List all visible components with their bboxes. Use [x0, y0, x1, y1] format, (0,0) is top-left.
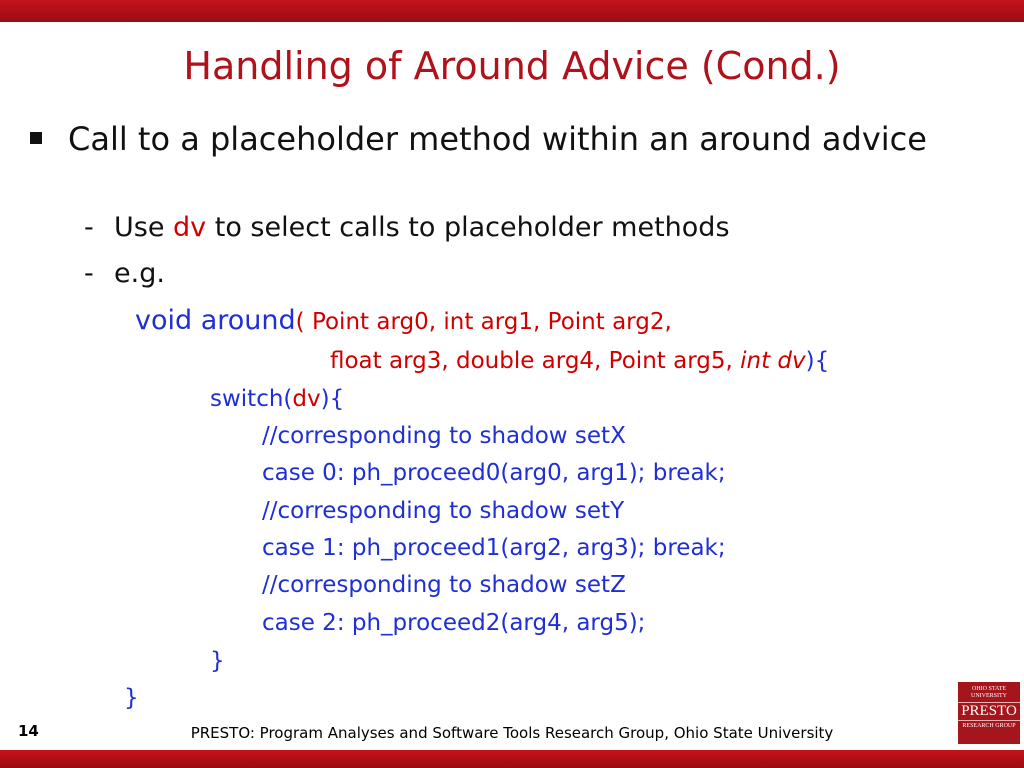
code-case-2: case 2: ph_proceed2(arg4, arg5); [262, 610, 646, 636]
sub-bullet-text [114, 212, 730, 243]
sub-bullet-text: e.g. [114, 258, 165, 289]
code-int: int [740, 348, 771, 374]
code-args-1: ( Point arg0, int arg1, Point arg2, [295, 309, 672, 335]
logo-bottom-text: RESEARCH GROUP [962, 723, 1016, 729]
code-void-around: void around [135, 305, 296, 336]
code-paren-brace: ){ [805, 348, 830, 374]
code-comment-setz: //corresponding to shadow setZ [262, 572, 626, 598]
code-switch-close: ){ [320, 386, 345, 412]
code-switch-end: } [210, 648, 225, 674]
code-comment-sety: //corresponding to shadow setY [262, 498, 625, 524]
code-case-1: case 1: ph_proceed1(arg2, arg3); break; [262, 535, 726, 561]
dv-highlight: dv [173, 212, 207, 243]
code-case-0: case 0: ph_proceed0(arg0, arg1); break; [262, 460, 726, 486]
page-number: 14 [18, 722, 39, 740]
code-advice-end: } [124, 685, 139, 711]
dash-marker: - [84, 212, 94, 243]
code-line-around [135, 305, 672, 336]
sub-text-after: to select calls to placeholder methods [206, 212, 730, 243]
footer-text: PRESTO: Program Analyses and Software Tools Research Group, Ohio State University [190, 724, 834, 742]
presto-logo [958, 682, 1020, 744]
code-line-switch [210, 386, 344, 412]
code-comment-setx: //corresponding to shadow setX [262, 423, 626, 449]
sub-text-before: Use [114, 212, 174, 243]
code-switch: switch( [210, 386, 293, 412]
top-banner [0, 0, 1024, 22]
code-switch-dv: dv [292, 386, 321, 412]
slide-title: Handling of Around Advice (Cond.) [183, 44, 841, 88]
logo-name: PRESTO [958, 702, 1020, 721]
code-line-args [330, 348, 829, 374]
logo-top-text: OHIO STATE UNIVERSITY [971, 686, 1007, 699]
dash-marker: - [84, 258, 94, 289]
bullet-text: Call to a placeholder method within an around advice [68, 120, 927, 158]
code-args-2: float arg3, double arg4, Point arg5, [330, 348, 741, 374]
code-dv-param: dv [777, 348, 806, 374]
bottom-banner [0, 750, 1024, 768]
square-bullet-icon [30, 132, 42, 144]
